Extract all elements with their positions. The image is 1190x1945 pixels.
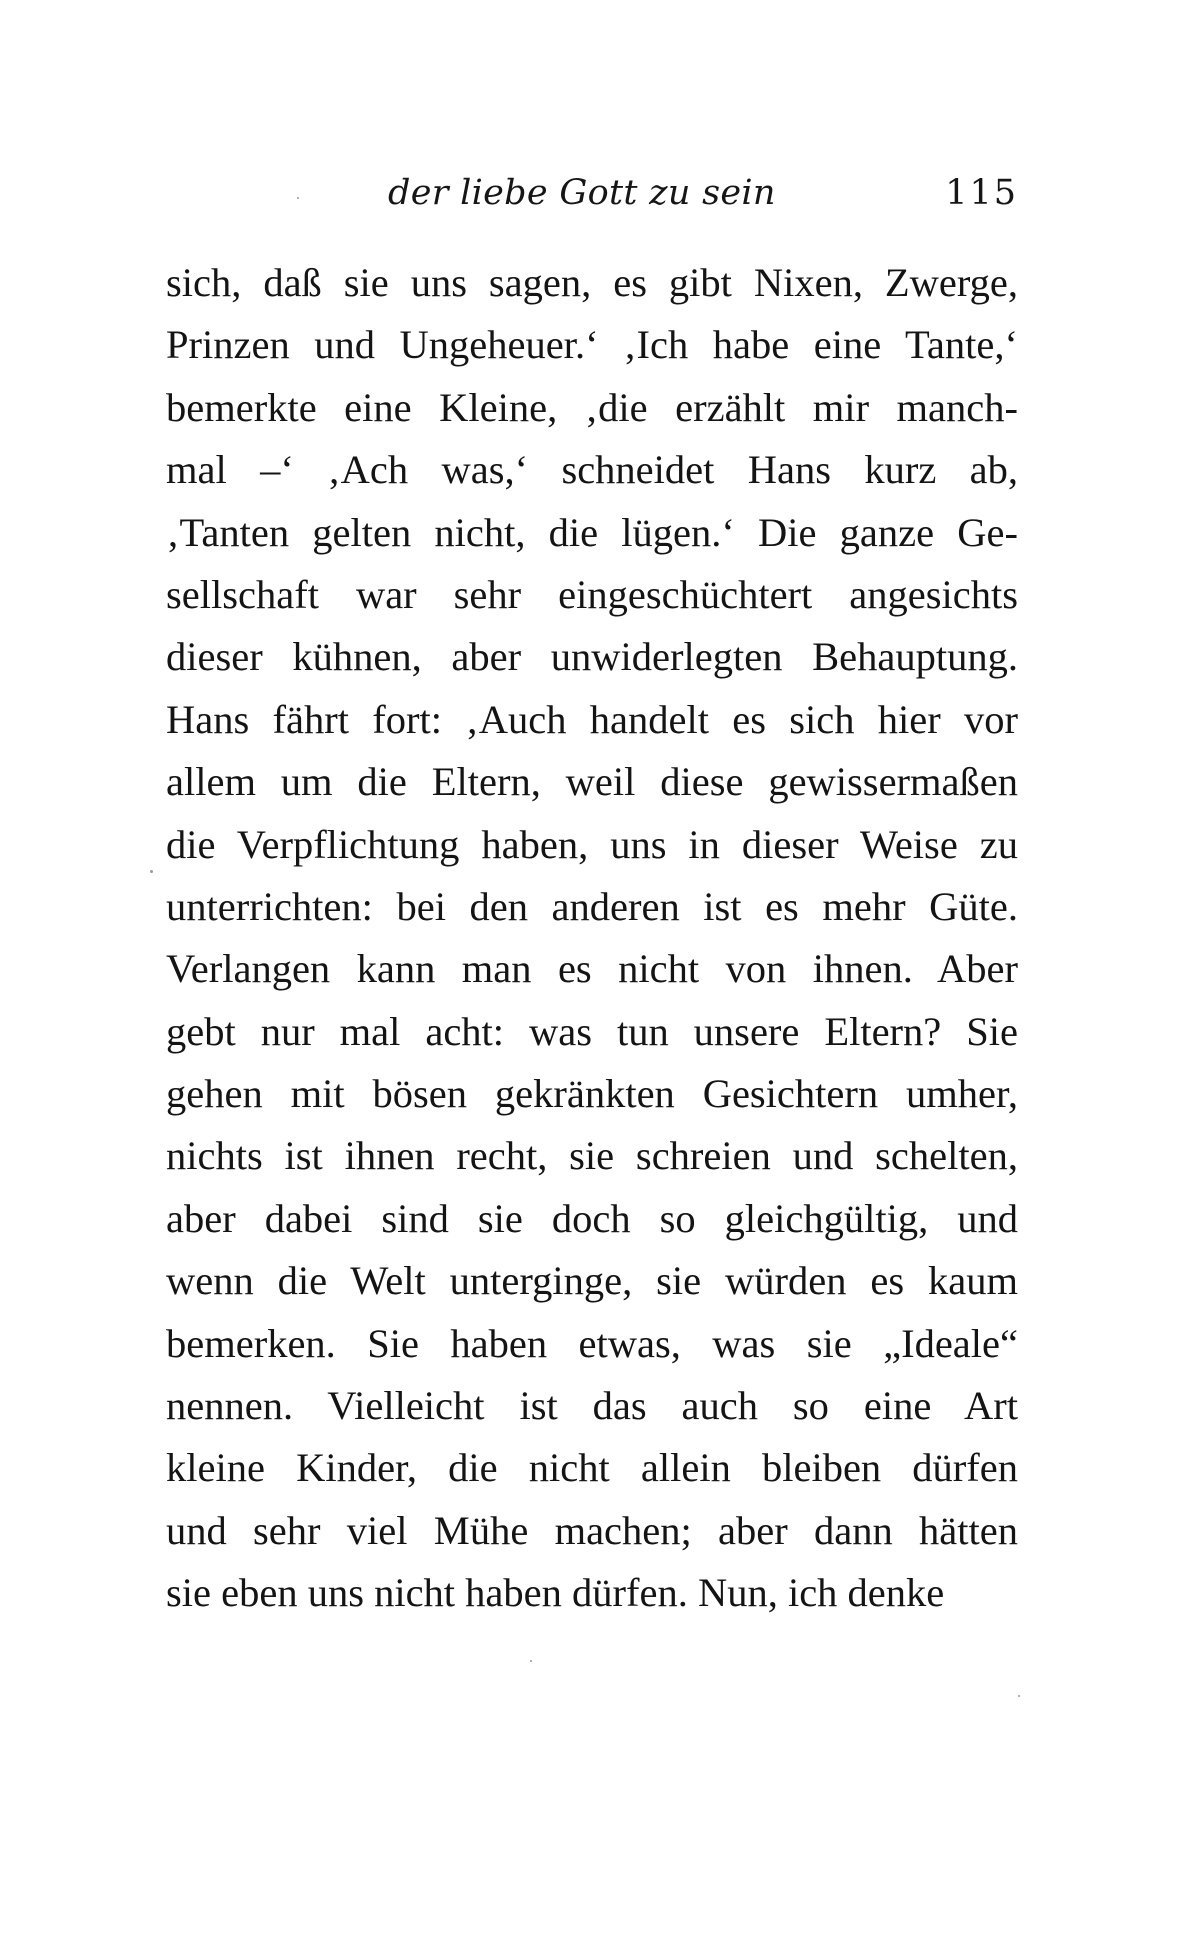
text-line: wenn die Welt unterginge, sie würden es kaum <box>166 1258 1018 1304</box>
text-line: bemerkte eine Kleine, ‚die erzählt mir manch- <box>166 384 1018 430</box>
text-line: dieser kühnen, aber unwiderlegten Behauptung. <box>166 634 1018 680</box>
text-line: sie eben uns nicht haben dürfen. Nun, ich denke <box>166 1570 945 1616</box>
text-line: gehen mit bösen gekränkten Gesichtern umher, <box>166 1071 1018 1117</box>
text-line: die Verpflichtung haben, uns in dieser Weise zu <box>166 821 1018 867</box>
text-line: Hans fährt fort: ‚Auch handelt es sich hier vor <box>166 696 1018 742</box>
text-line: nichts ist ihnen recht, sie schreien und schelten, <box>166 1133 1018 1179</box>
text-line: mal –‘ ‚Ach was,‘ schneidet Hans kurz ab, <box>166 447 1018 493</box>
text-line: kleine Kinder, die nicht allein bleiben dürfen <box>166 1445 1018 1491</box>
text-line: sich, daß sie uns sagen, es gibt Nixen, Zwerge, <box>166 260 1018 305</box>
page-number: 115 <box>945 173 1018 213</box>
text-line: unterrichten: bei den anderen ist es mehr Güte. <box>166 883 1018 929</box>
text-line: Verlangen kann man es nicht von ihnen. Aber <box>166 946 1018 992</box>
text-line: sellschaft war sehr eingeschüchtert angesichts <box>166 571 1018 617</box>
text-line: allem um die Eltern, weil diese gewissermaßen <box>166 759 1018 805</box>
scan-speck <box>1018 1695 1020 1697</box>
running-head <box>166 168 1018 218</box>
text-line: gebt nur mal acht: was tun unsere Eltern? Sie <box>166 1008 1018 1054</box>
body-text <box>166 252 1018 1625</box>
text-line: bemerken. Sie haben etwas, was sie „Ideale“ <box>166 1320 1018 1366</box>
running-title: der liebe Gott zu sein <box>388 173 776 213</box>
text-line: nennen. Vielleicht ist das auch so eine Art <box>166 1383 1018 1429</box>
scan-speck <box>297 197 299 199</box>
text-line: Prinzen und Ungeheuer.‘ ‚Ich habe eine Tante,‘ <box>166 322 1018 368</box>
text-line: ‚Tanten gelten nicht, die lügen.‘ Die ganze Ge- <box>166 509 1018 555</box>
scan-speck <box>530 1660 532 1662</box>
text-line: aber dabei sind sie doch so gleichgültig, und <box>166 1195 1018 1241</box>
scan-speck <box>150 870 153 873</box>
text-line: und sehr viel Mühe machen; aber dann hätten <box>166 1507 1018 1553</box>
